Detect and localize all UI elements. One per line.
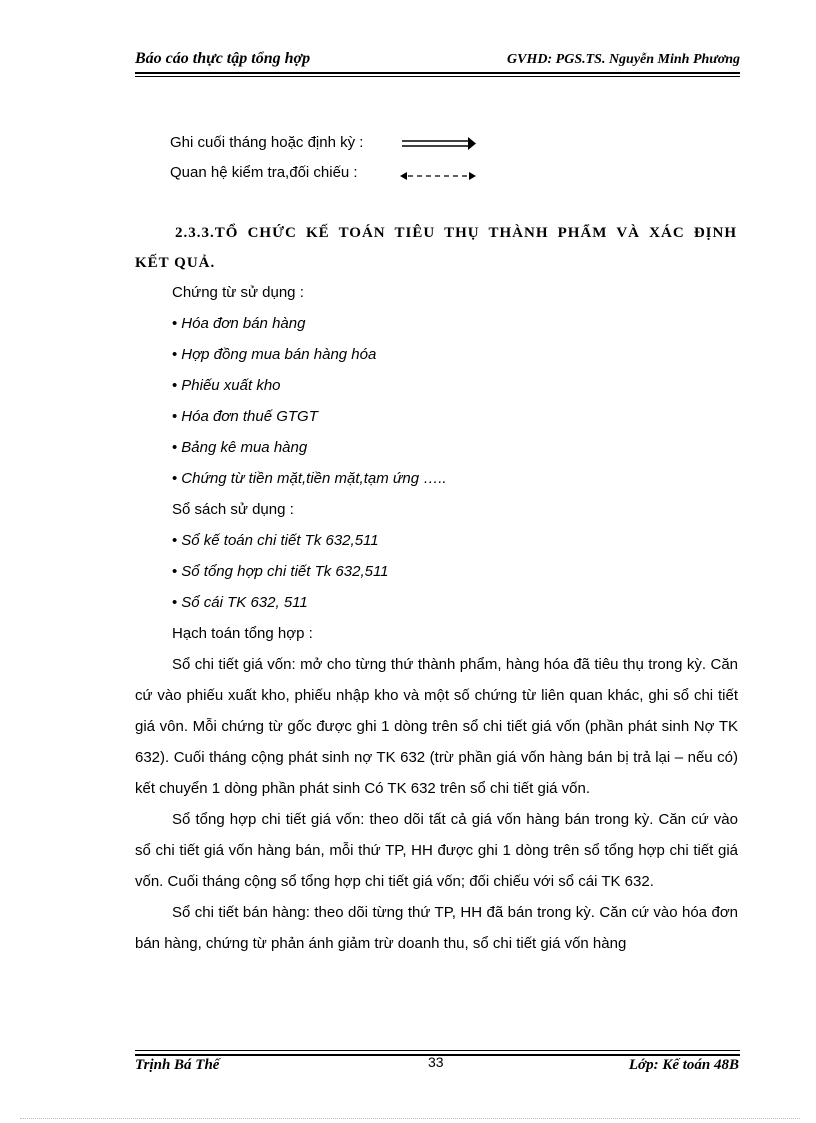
- list-item: [172, 377, 281, 394]
- accounting-heading: Hạch toán tổng hợp :: [172, 625, 313, 642]
- bullet-icon: •: [172, 315, 178, 332]
- legend-label-check: Quan hệ kiểm tra,đối chiếu :: [170, 164, 358, 181]
- dashed-double-arrow-icon: [400, 170, 480, 182]
- list-item-text: Hóa đơn bán hàng: [181, 315, 306, 332]
- section-heading-line2: KẾT QUẢ.: [135, 255, 216, 271]
- list-item: [172, 408, 318, 425]
- paragraph: Sổ tổng hợp chi tiết giá vốn: theo dõi tất cả giá vốn hàng bán trong kỳ. Căn cứ vào sổ chi tiết giá vốn hàng bán, mỗi thứ TP, HH được ghi 1 dòng trên sổ tổng hợp chi tiết giá vốn. Cuối tháng cộng sổ tổng hợp chi tiết giá vốn; đối chiếu với sổ cái TK 632.: [135, 811, 738, 890]
- legend-label-monthly: Ghi cuối tháng hoặc định kỳ :: [170, 134, 364, 151]
- list-item: [172, 594, 308, 611]
- header-rule: [135, 72, 740, 74]
- bullet-icon: •: [172, 594, 178, 611]
- list-item: [172, 439, 307, 456]
- footer-rule-thin: [135, 1050, 740, 1051]
- list-item-text: Phiếu xuất kho: [181, 377, 281, 394]
- list-item-text: Sổ cái TK 632, 511: [181, 594, 308, 611]
- bullet-icon: •: [172, 563, 178, 580]
- header-report-title: Báo cáo thực tập tổng hợp: [135, 50, 311, 67]
- list-item-text: Sổ tổng hợp chi tiết Tk 632,511: [181, 563, 389, 580]
- bullet-icon: •: [172, 532, 178, 549]
- legend-row-check: [170, 164, 358, 181]
- header-rule-thin: [135, 76, 740, 77]
- section-heading: [135, 218, 737, 278]
- bullet-icon: •: [172, 439, 178, 456]
- footer-class: Lớp: Kế toán 48B: [628, 1057, 739, 1073]
- legend-row-monthly: [170, 134, 363, 151]
- list-item: [172, 532, 379, 549]
- paragraph: Sổ chi tiết giá vốn: mở cho từng thứ thành phẩm, hàng hóa đã tiêu thụ trong kỳ. Căn cứ vào phiếu xuất kho, phiếu nhập kho và một số chứng từ liên quan khác, ghi sổ chi tiết giá vôn. Mỗi chứng từ gốc được ghi 1 dòng trên sổ chi tiết giá vốn (phần phát sinh Nợ TK 632). Cuối tháng cộng phát sinh nợ TK 632 (trừ phần giá vốn hàng bán bị trả lại – nếu có) kết chuyển 1 dòng phần phát sinh Có TK 632 trên sổ chi tiết giá vốn.: [135, 656, 738, 797]
- footer-author: Trịnh Bá Thế: [135, 1057, 220, 1073]
- books-heading: Sổ sách sử dụng :: [172, 501, 294, 518]
- list-item-text: Chứng từ tiền mặt,tiền mặt,tạm ứng …..: [181, 470, 447, 487]
- page-header: [135, 48, 740, 74]
- bullet-icon: •: [172, 346, 178, 363]
- page-number: 33: [428, 1054, 444, 1070]
- list-item-text: Hợp đồng mua bán hàng hóa: [181, 346, 377, 363]
- list-item-text: Sổ kế toán chi tiết Tk 632,511: [181, 532, 379, 549]
- bullet-icon: •: [172, 377, 178, 394]
- paragraph: Sổ chi tiết bán hàng: theo dõi từng thứ TP, HH đã bán trong kỳ. Căn cứ vào hóa đơn bán hàng, chứng từ phản ánh giảm trừ doanh thu, sổ chi tiết giá vốn hàng: [135, 904, 738, 952]
- list-item: [172, 470, 447, 487]
- section-heading-line1: 2.3.3.TỔ CHỨC KẾ TOÁN TIÊU THỤ THÀNH PHẨM VÀ XÁC ĐỊNH: [175, 225, 737, 241]
- documents-heading: Chứng từ sử dụng :: [172, 284, 304, 301]
- list-item-text: Hóa đơn thuế GTGT: [181, 408, 318, 425]
- list-item: [172, 563, 389, 580]
- double-arrow-icon: [400, 136, 480, 152]
- list-item-text: Bảng kê mua hàng: [181, 439, 308, 456]
- list-item: [172, 315, 305, 332]
- bullet-icon: •: [172, 470, 178, 487]
- header-supervisor: GVHD: PGS.TS. Nguyễn Minh Phương: [507, 52, 740, 67]
- body-text: [135, 649, 738, 959]
- bullet-icon: •: [172, 408, 178, 425]
- page-edge: [20, 1118, 800, 1119]
- list-item: [172, 346, 376, 363]
